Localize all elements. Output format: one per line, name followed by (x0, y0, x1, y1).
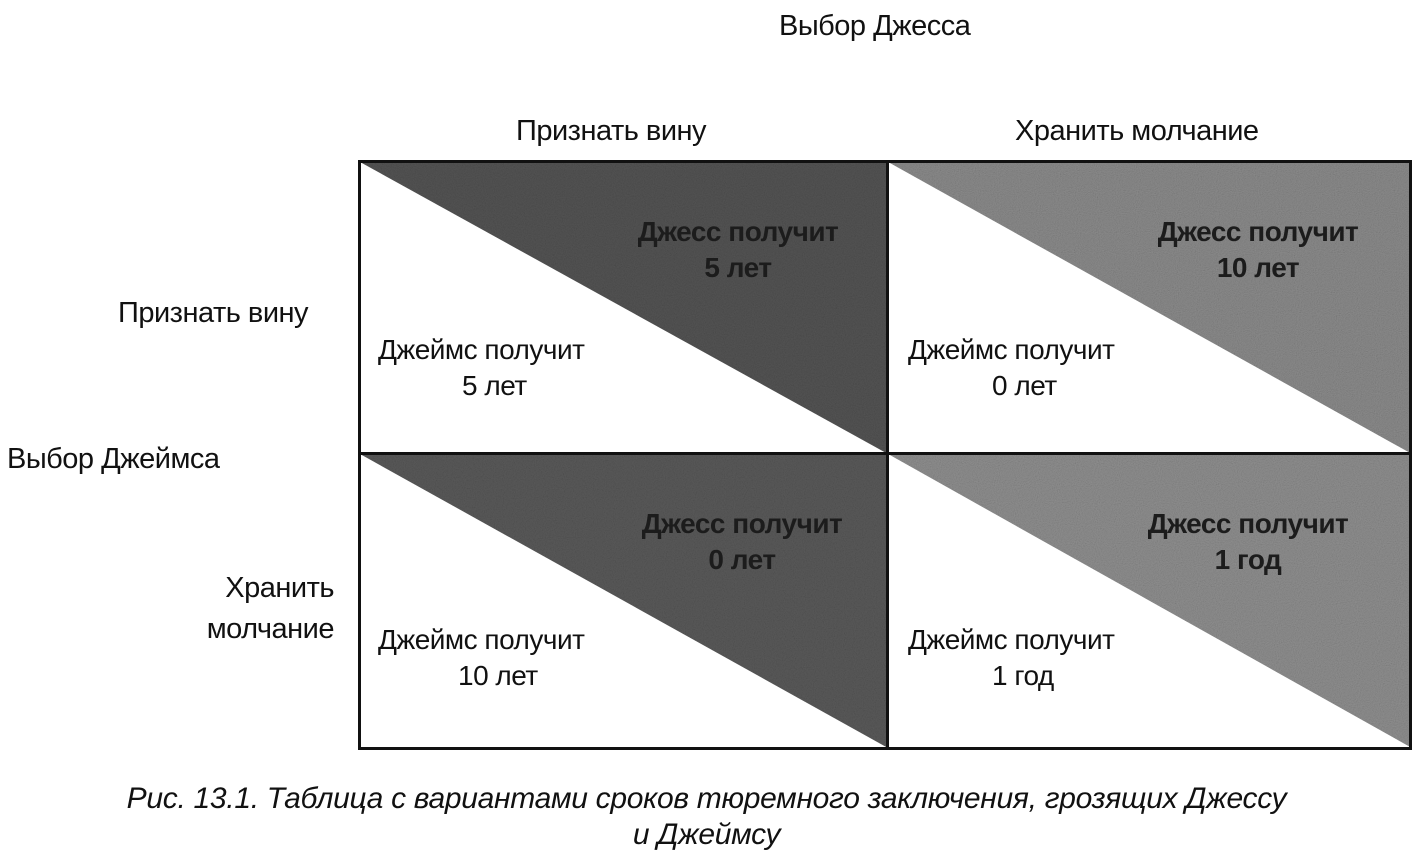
matrix-border-top (358, 160, 1412, 163)
james-label: Джеймс получит (908, 624, 1115, 655)
cell-silent-confess (360, 454, 888, 748)
caption-line-2: и Джеймсу (632, 818, 781, 851)
james-outcome (378, 332, 584, 404)
column-header-confess: Признать вину (516, 115, 707, 147)
row-header-silent: Хранить молчание (206, 572, 334, 645)
matrix-divider-horizontal (358, 452, 1412, 455)
left-axis-title: Выбор Джеймса (7, 443, 220, 475)
jess-term: 10 лет (1216, 252, 1300, 283)
shaded-triangle (888, 454, 1412, 748)
james-label: Джеймс получит (378, 624, 585, 655)
row-header-confess: Признать вину (118, 297, 309, 329)
jess-outcome (618, 214, 858, 286)
matrix-divider-vertical (886, 160, 889, 750)
cell-silent-silent (888, 454, 1412, 748)
jess-term: 1 год (1214, 544, 1282, 575)
shaded-triangle (888, 162, 1412, 454)
james-label: Джеймс получит (378, 334, 585, 365)
caption-line-1: Рис. 13.1. Таблица с вариантами сроков тюремного заключения, грозящих Джессу (126, 782, 1287, 815)
jess-outcome (1128, 506, 1368, 578)
jess-label: Джесс получит (641, 508, 843, 539)
james-term: 5 лет (462, 370, 527, 401)
james-outcome (908, 332, 1114, 404)
cell-confess-silent (888, 162, 1412, 454)
james-term: 0 лет (992, 370, 1057, 401)
james-outcome (378, 622, 584, 694)
jess-outcome (1138, 214, 1378, 286)
jess-label: Джесс получит (1157, 216, 1359, 247)
cell-confess-confess (360, 162, 888, 454)
james-term: 10 лет (458, 660, 538, 691)
jess-label: Джесс получит (637, 216, 839, 247)
figure-caption (0, 781, 1413, 853)
jess-term: 5 лет (704, 252, 772, 283)
shaded-triangle (360, 162, 888, 454)
matrix-border-left (358, 160, 361, 750)
shaded-triangle (360, 454, 888, 748)
james-term: 1 год (992, 660, 1054, 691)
matrix-border-bottom (358, 747, 1412, 750)
jess-term: 0 лет (708, 544, 776, 575)
james-outcome (908, 622, 1114, 694)
james-label: Джеймс получит (908, 334, 1115, 365)
matrix-border-right (1409, 160, 1412, 750)
column-header-silent: Хранить молчание (1015, 115, 1259, 147)
jess-outcome (622, 506, 862, 578)
jess-label: Джесс получит (1147, 508, 1349, 539)
top-axis-title: Выбор Джесса (779, 10, 971, 42)
